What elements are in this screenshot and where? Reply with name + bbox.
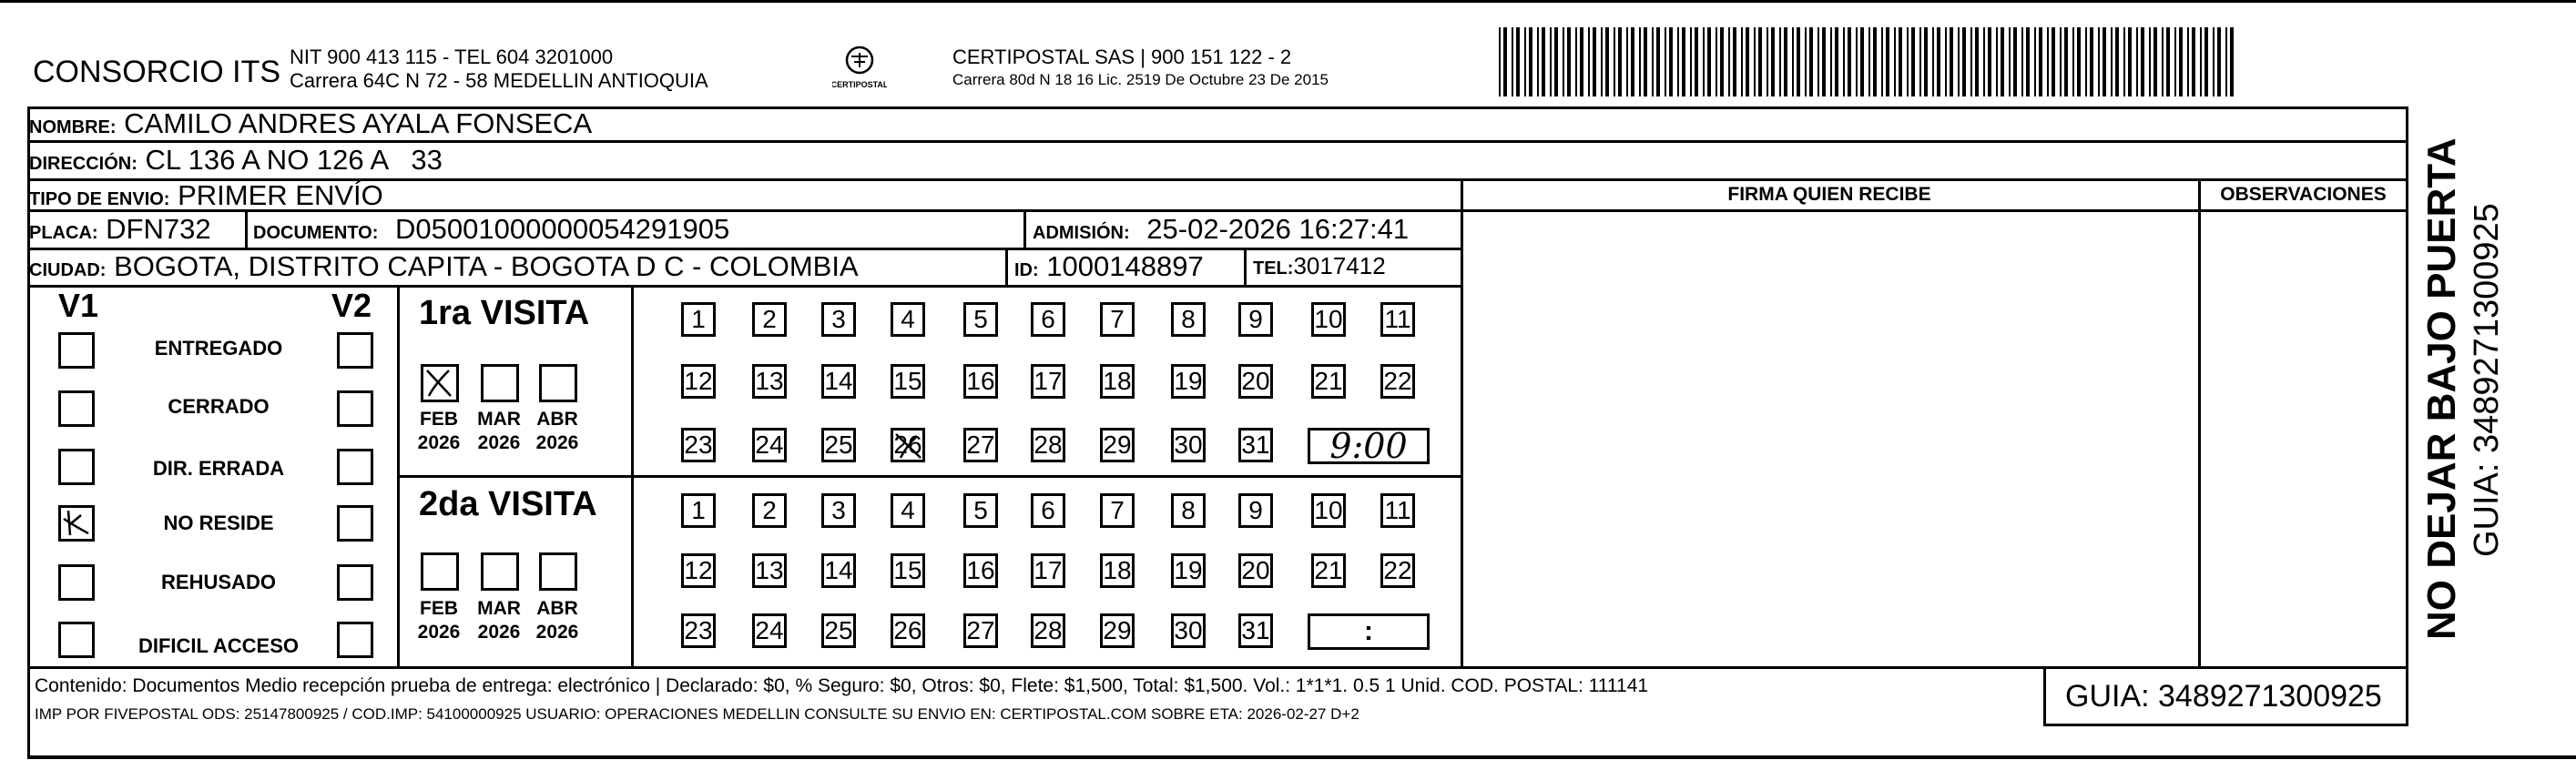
first-visit-month-feb-label: FEB 2026 — [417, 409, 461, 453]
second-visit-day-5[interactable]: 5 — [963, 493, 998, 528]
second-visit-day-30[interactable]: 30 — [1171, 613, 1206, 648]
tel-label: TEL: — [1253, 258, 1294, 279]
ciudad-value: BOGOTA, DISTRITO CAPITA - BOGOTA D C - COLOMBIA — [114, 250, 859, 282]
second-visit-day-4[interactable]: 4 — [891, 493, 925, 528]
second-visit-time-value: : — [1364, 616, 1373, 646]
second-visit-day-20[interactable]: 20 — [1238, 553, 1273, 588]
status-label-no-reside: NO RESIDE — [163, 512, 274, 534]
admision-divider — [1023, 211, 1026, 248]
second-visit-day-28[interactable]: 28 — [1031, 613, 1065, 648]
admision-label: ADMISIÓN: — [1033, 223, 1130, 243]
tel-value: 3017412 — [1293, 252, 1386, 279]
second-visit-day-27[interactable]: 27 — [963, 613, 998, 648]
second-visit-day-2[interactable]: 2 — [752, 493, 787, 528]
placa-value: DFN732 — [106, 213, 211, 245]
second-visit-day-24[interactable]: 24 — [752, 613, 787, 648]
visit-divider — [631, 286, 634, 666]
placa-divider — [245, 211, 248, 248]
second-visit-day-3[interactable]: 3 — [821, 493, 856, 528]
first-visit-day-4[interactable]: 4 — [891, 302, 925, 337]
first-visit-day-25[interactable]: 25 — [821, 428, 856, 462]
ciudad-label: CIUDAD: — [29, 260, 107, 280]
v1-checkbox-dificil-acceso[interactable] — [58, 622, 95, 658]
second-visit-day-22[interactable]: 22 — [1380, 553, 1415, 588]
id-row — [1014, 250, 1204, 283]
second-visit-day-14[interactable]: 14 — [821, 553, 856, 588]
first-visit-day-16[interactable]: 16 — [963, 364, 998, 399]
visit-split-line — [397, 475, 1461, 478]
footer-line-1: Contenido: Documentos Medio recepción prueba de entrega: electrónico | Declarado: $0, % Seguro: $0, Otros: $0, Flete: $1,500, Total: $1,500. Vol.: 1*1*1. 0.5 1 Unid. COD. POSTAL: 111141 — [35, 675, 1649, 696]
first-visit-title: 1ra VISITA — [419, 294, 590, 332]
placa-row — [29, 213, 211, 246]
first-visit-month-abr-checkbox[interactable] — [539, 364, 577, 402]
second-visit-month-abr-label: ABR 2026 — [535, 598, 579, 643]
top-border — [0, 0, 2576, 3]
second-visit-day-12[interactable]: 12 — [681, 553, 716, 588]
status-label-entregado: ENTREGADO — [154, 337, 283, 360]
carrier-line-2: Carrera 80d N 18 16 Lic. 2519 De Octubre 23 De 2015 — [952, 71, 1329, 88]
first-visit-day-18[interactable]: 18 — [1100, 364, 1135, 399]
first-visit-month-abr-label: ABR 2026 — [535, 409, 579, 453]
first-visit-day-20[interactable]: 20 — [1238, 364, 1273, 399]
footer-top-line — [27, 666, 2406, 669]
side-guia: GUIA: 3489271300925 — [2468, 203, 2506, 557]
second-visit-day-1[interactable]: 1 — [681, 493, 716, 528]
certipostal-logo — [832, 40, 887, 96]
documento-row — [253, 213, 729, 246]
tel-divider — [1244, 249, 1247, 286]
first-visit-day-28[interactable]: 28 — [1031, 428, 1065, 462]
v2-checkbox-no-reside[interactable] — [337, 505, 373, 542]
second-visit-month-mar-label: MAR 2026 — [477, 598, 521, 643]
tipo-row — [29, 179, 383, 212]
first-visit-month-mar-label: MAR 2026 — [477, 409, 521, 453]
day-mark-icon — [893, 431, 924, 461]
second-visit-month-abr-checkbox[interactable] — [539, 552, 577, 591]
first-visit-day-13[interactable]: 13 — [752, 364, 787, 399]
first-visit-day-14[interactable]: 14 — [821, 364, 856, 399]
second-visit-day-23[interactable]: 23 — [681, 613, 716, 648]
first-visit-day-29[interactable]: 29 — [1100, 428, 1135, 462]
v1-checkbox-entregado[interactable] — [58, 332, 95, 369]
first-visit-day-24[interactable]: 24 — [752, 428, 787, 462]
first-visit-day-21[interactable]: 21 — [1311, 364, 1346, 399]
bottom-border — [27, 755, 2576, 759]
tel-row — [1253, 252, 1386, 280]
second-visit-day-17[interactable]: 17 — [1031, 553, 1065, 588]
tipo-label: TIPO DE ENVIO: — [29, 189, 170, 209]
direccion-value: CL 136 A NO 126 A 33 — [145, 144, 443, 176]
id-label: ID: — [1014, 260, 1039, 280]
firma-label: FIRMA QUIEN RECIBE — [1727, 184, 1931, 205]
second-visit-day-15[interactable]: 15 — [891, 553, 925, 588]
first-visit-time-value: 9:00 — [1329, 426, 1408, 466]
second-visit-day-21[interactable]: 21 — [1311, 553, 1346, 588]
direccion-label: DIRECCIÓN: — [29, 154, 137, 174]
first-visit-day-2[interactable]: 2 — [752, 302, 787, 337]
second-visit-day-18[interactable]: 18 — [1100, 553, 1135, 588]
first-visit-day-30[interactable]: 30 — [1171, 428, 1206, 462]
first-visit-day-6[interactable]: 6 — [1031, 302, 1065, 337]
ciudad-row — [29, 250, 859, 283]
id-value: 1000148897 — [1046, 250, 1204, 282]
first-visit-month-mar-checkbox[interactable] — [481, 364, 519, 402]
second-visit-day-26[interactable]: 26 — [891, 613, 925, 648]
second-visit-month-feb-checkbox[interactable] — [421, 552, 459, 591]
v2-checkbox-dificil-acceso[interactable] — [337, 622, 373, 658]
second-visit-day-25[interactable]: 25 — [821, 613, 856, 648]
guia-box-left — [2043, 666, 2046, 725]
status-label-rehusado: REHUSADO — [161, 571, 276, 593]
first-visit-day-22[interactable]: 22 — [1380, 364, 1415, 399]
second-visit-day-8[interactable]: 8 — [1171, 493, 1206, 528]
nombre-label: NOMBRE: — [29, 117, 117, 137]
v1-checkbox-rehusado[interactable] — [58, 564, 95, 601]
second-visit-day-16[interactable]: 16 — [963, 553, 998, 588]
admision-value: 25-02-2026 16:27:41 — [1146, 213, 1410, 245]
second-visit-day-6[interactable]: 6 — [1031, 493, 1065, 528]
documento-label: DOCUMENTO: — [253, 223, 379, 243]
company-name: CONSORCIO ITS — [33, 55, 281, 89]
v1-label: V1 — [58, 287, 99, 324]
first-visit-day-5[interactable]: 5 — [963, 302, 998, 337]
check-mark-icon — [61, 508, 92, 539]
guia-box-value: GUIA: 3489271300925 — [2065, 679, 2382, 714]
first-visit-day-27[interactable]: 27 — [963, 428, 998, 462]
second-visit-day-10[interactable]: 10 — [1311, 493, 1346, 528]
first-visit-day-1[interactable]: 1 — [681, 302, 716, 337]
first-visit-day-15[interactable]: 15 — [891, 364, 925, 399]
observaciones-label: OBSERVACIONES — [2220, 184, 2387, 205]
second-visit-time-box[interactable] — [1308, 613, 1430, 650]
first-visit-day-10[interactable]: 10 — [1311, 302, 1346, 337]
v2-checkbox-dir-errada[interactable] — [337, 449, 373, 485]
second-visit-day-13[interactable]: 13 — [752, 553, 787, 588]
nombre-line — [27, 140, 2406, 143]
first-visit-day-12[interactable]: 12 — [681, 364, 716, 399]
second-visit-title: 2da VISITA — [419, 485, 597, 523]
carrier-line-1: CERTIPOSTAL SAS | 900 151 122 - 2 — [952, 46, 1292, 68]
v1-checkbox-no-reside[interactable] — [58, 505, 95, 542]
month-mark-icon — [423, 367, 456, 400]
nombre-row — [29, 107, 592, 140]
second-visit-day-19[interactable]: 19 — [1171, 553, 1206, 588]
logo-text: CERTIPOSTAL — [832, 80, 887, 89]
first-visit-day-11[interactable]: 11 — [1380, 302, 1415, 337]
second-visit-month-mar-checkbox[interactable] — [481, 552, 519, 591]
first-visit-day-9[interactable]: 9 — [1238, 302, 1273, 337]
status-label-cerrado: CERRADO — [168, 395, 270, 418]
first-visit-day-7[interactable]: 7 — [1100, 302, 1135, 337]
tipo-value: PRIMER ENVÍO — [178, 179, 383, 211]
second-visit-month-feb-label: FEB 2026 — [417, 598, 461, 643]
admision-row — [1033, 213, 1409, 246]
v2-label: V2 — [331, 287, 372, 324]
direccion-line — [27, 178, 2406, 181]
v2-checkbox-rehusado[interactable] — [337, 564, 373, 601]
direccion-row — [29, 144, 443, 177]
first-visit-day-17[interactable]: 17 — [1031, 364, 1065, 399]
nombre-value: CAMILO ANDRES AYALA FONSECA — [124, 107, 593, 139]
company-line-1: NIT 900 413 115 - TEL 604 3201000 — [290, 46, 614, 68]
first-visit-day-26[interactable]: 26 — [891, 428, 925, 462]
v1-checkbox-cerrado[interactable] — [58, 390, 95, 427]
first-visit-month-feb-checkbox[interactable] — [421, 364, 459, 402]
first-visit-day-23[interactable]: 23 — [681, 428, 716, 462]
second-visit-day-29[interactable]: 29 — [1100, 613, 1135, 648]
v2-checkbox-cerrado[interactable] — [337, 390, 373, 427]
second-visit-day-9[interactable]: 9 — [1238, 493, 1273, 528]
v2-checkbox-entregado[interactable] — [337, 332, 373, 369]
status-label-dir-errada: DIR. ERRADA — [152, 457, 285, 480]
firma-left-line — [1461, 179, 1463, 666]
footer-line-2: IMP POR FIVEPOSTAL ODS: 25147800925 / COD.IMP: 54100000925 USUARIO: OPERACIONES MEDELLIN CONSULTE SU ENVIO EN: CERTIPOSTAL.COM SOBRE ETA: 2026-02-27 D+2 — [35, 705, 1359, 723]
guia-box-bottom — [2043, 724, 2408, 726]
barcode — [1499, 27, 2244, 96]
first-visit-day-19[interactable]: 19 — [1171, 364, 1206, 399]
first-visit-time-box[interactable] — [1308, 428, 1430, 464]
firma-header-line — [1461, 209, 2406, 212]
form-right-line — [2406, 106, 2408, 725]
status-label-dificil-acceso: DIFICIL ACCESO — [137, 634, 299, 657]
second-visit-day-11[interactable]: 11 — [1380, 493, 1415, 528]
side-warning: NO DEJAR BAJO PUERTA — [2419, 137, 2464, 640]
obs-left-line — [2198, 179, 2201, 666]
v1-checkbox-dir-errada[interactable] — [58, 449, 95, 485]
documento-value: D05001000000054291905 — [395, 213, 730, 245]
id-divider — [1005, 249, 1008, 286]
second-visit-day-7[interactable]: 7 — [1100, 493, 1135, 528]
first-visit-day-8[interactable]: 8 — [1171, 302, 1206, 337]
company-line-2: Carrera 64C N 72 - 58 MEDELLIN ANTIOQUIA — [290, 69, 708, 92]
first-visit-day-31[interactable]: 31 — [1238, 428, 1273, 462]
placa-label: PLACA: — [29, 223, 98, 243]
first-visit-day-3[interactable]: 3 — [821, 302, 856, 337]
second-visit-day-31[interactable]: 31 — [1238, 613, 1273, 648]
